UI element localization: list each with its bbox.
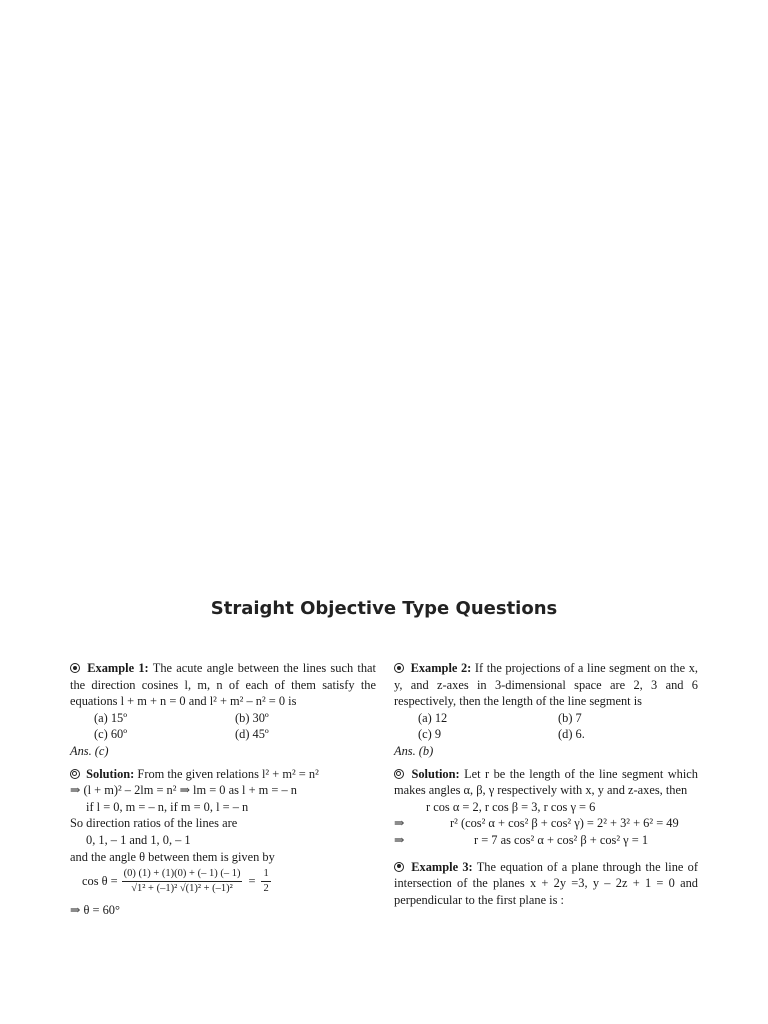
left-column — [70, 660, 376, 919]
equals-sign: = — [248, 874, 256, 889]
example-2-question — [394, 660, 698, 710]
option-a: (a) 12 — [418, 710, 448, 725]
cos-fraction — [122, 867, 243, 896]
solution-1-line-3: if l = 0, m = – n, if m = 0, l = – n — [86, 799, 249, 814]
section-heading: Straight Objective Type Questions — [210, 598, 558, 619]
example-bullet-icon — [70, 663, 80, 673]
option-a: (a) 15º — [94, 710, 128, 725]
solution-1-line-4: So direction ratios of the lines are — [70, 816, 238, 831]
solution-2-line-3 — [394, 832, 698, 849]
solution-1-line-2: ⇒ (l + m)² – 2lm = n² ⇒ lm = 0 as l + m = – n — [70, 783, 297, 798]
example-bullet-icon — [394, 862, 404, 872]
solution-2-label: Solution: — [411, 766, 460, 781]
solution-bullet-icon — [394, 769, 404, 779]
solution-2-body: Let r be the length of the line segment which makes angles α, β, γ respectively with x, y and z-axes, then — [394, 766, 698, 798]
example-bullet-icon — [394, 663, 404, 673]
example-1-question — [70, 660, 376, 710]
example-3-label: Example 3: — [411, 859, 473, 874]
solution-2-line-2-text: r² (cos² α + cos² β + cos² γ) = 2² + 3² + 6² = 49 — [450, 816, 679, 831]
half-denominator: 2 — [263, 883, 269, 895]
option-d: (d) 6. — [558, 727, 585, 742]
solution-1-line-5: 0, 1, – 1 and 1, 0, – 1 — [86, 832, 191, 847]
example-1-answer: Ans. (c) — [70, 743, 109, 758]
solution-2-text — [394, 766, 698, 799]
option-c: (c) 60º — [94, 727, 128, 742]
option-b: (b) 30º — [235, 710, 269, 725]
half-fraction — [261, 867, 270, 896]
half-numerator: 1 — [261, 867, 270, 882]
solution-bullet-icon — [70, 769, 80, 779]
cos-numerator: (0) (1) + (1)(0) + (– 1) (– 1) — [122, 867, 243, 882]
implies-arrow: ⇒ — [394, 816, 405, 831]
solution-1-result: ⇒ θ = 60° — [70, 903, 120, 918]
option-d: (d) 45º — [235, 727, 269, 742]
solution-2-line-1: r cos α = 2, r cos β = 3, r cos γ = 6 — [426, 799, 596, 814]
solution-1-text-1: From the given relations l² + m² = n² — [137, 766, 319, 781]
example-3-text: The equation of a plane through the line of intersection of the planes x + 2y =3, y – 2z + 1 = 0 and perpendicular to the first plane is : — [394, 859, 698, 907]
example-2-text: If the projections of a line segment on the x, y, and z-axes in 3-dimensional space are 2, 3 and 6 respectively, then the length of the line segment is — [394, 661, 698, 709]
implies-arrow: ⇒ — [394, 832, 405, 847]
example-2-label: Example 2: — [410, 661, 472, 675]
right-column — [394, 660, 698, 908]
example-1-text: The acute angle between the lines such that the direction cosines l, m, n of each of them satisfy the equations l + m + n = 0 and l² + m² – n² = 0 is — [70, 661, 377, 709]
cos-denominator: √1² + (–1)² √(1)² + (–1)² — [131, 883, 233, 895]
cos-label: cos θ = — [82, 874, 118, 889]
solution-2-line-3-text: r = 7 as cos² α + cos² β + cos² γ = 1 — [474, 832, 649, 847]
solution-1-label: Solution: — [86, 766, 135, 781]
cos-theta-formula — [70, 867, 376, 896]
solution-1-line-1 — [70, 766, 376, 783]
option-c: (c) 9 — [418, 727, 442, 742]
option-b: (b) 7 — [558, 710, 582, 725]
solution-2-line-2 — [394, 815, 698, 832]
example-1-label: Example 1: — [87, 661, 149, 675]
example-2-answer: Ans. (b) — [394, 743, 434, 758]
example-2-options — [394, 710, 698, 743]
example-1-options — [70, 710, 376, 743]
example-3-question — [394, 859, 698, 909]
solution-1-line-6: and the angle θ between them is given by — [70, 849, 275, 864]
